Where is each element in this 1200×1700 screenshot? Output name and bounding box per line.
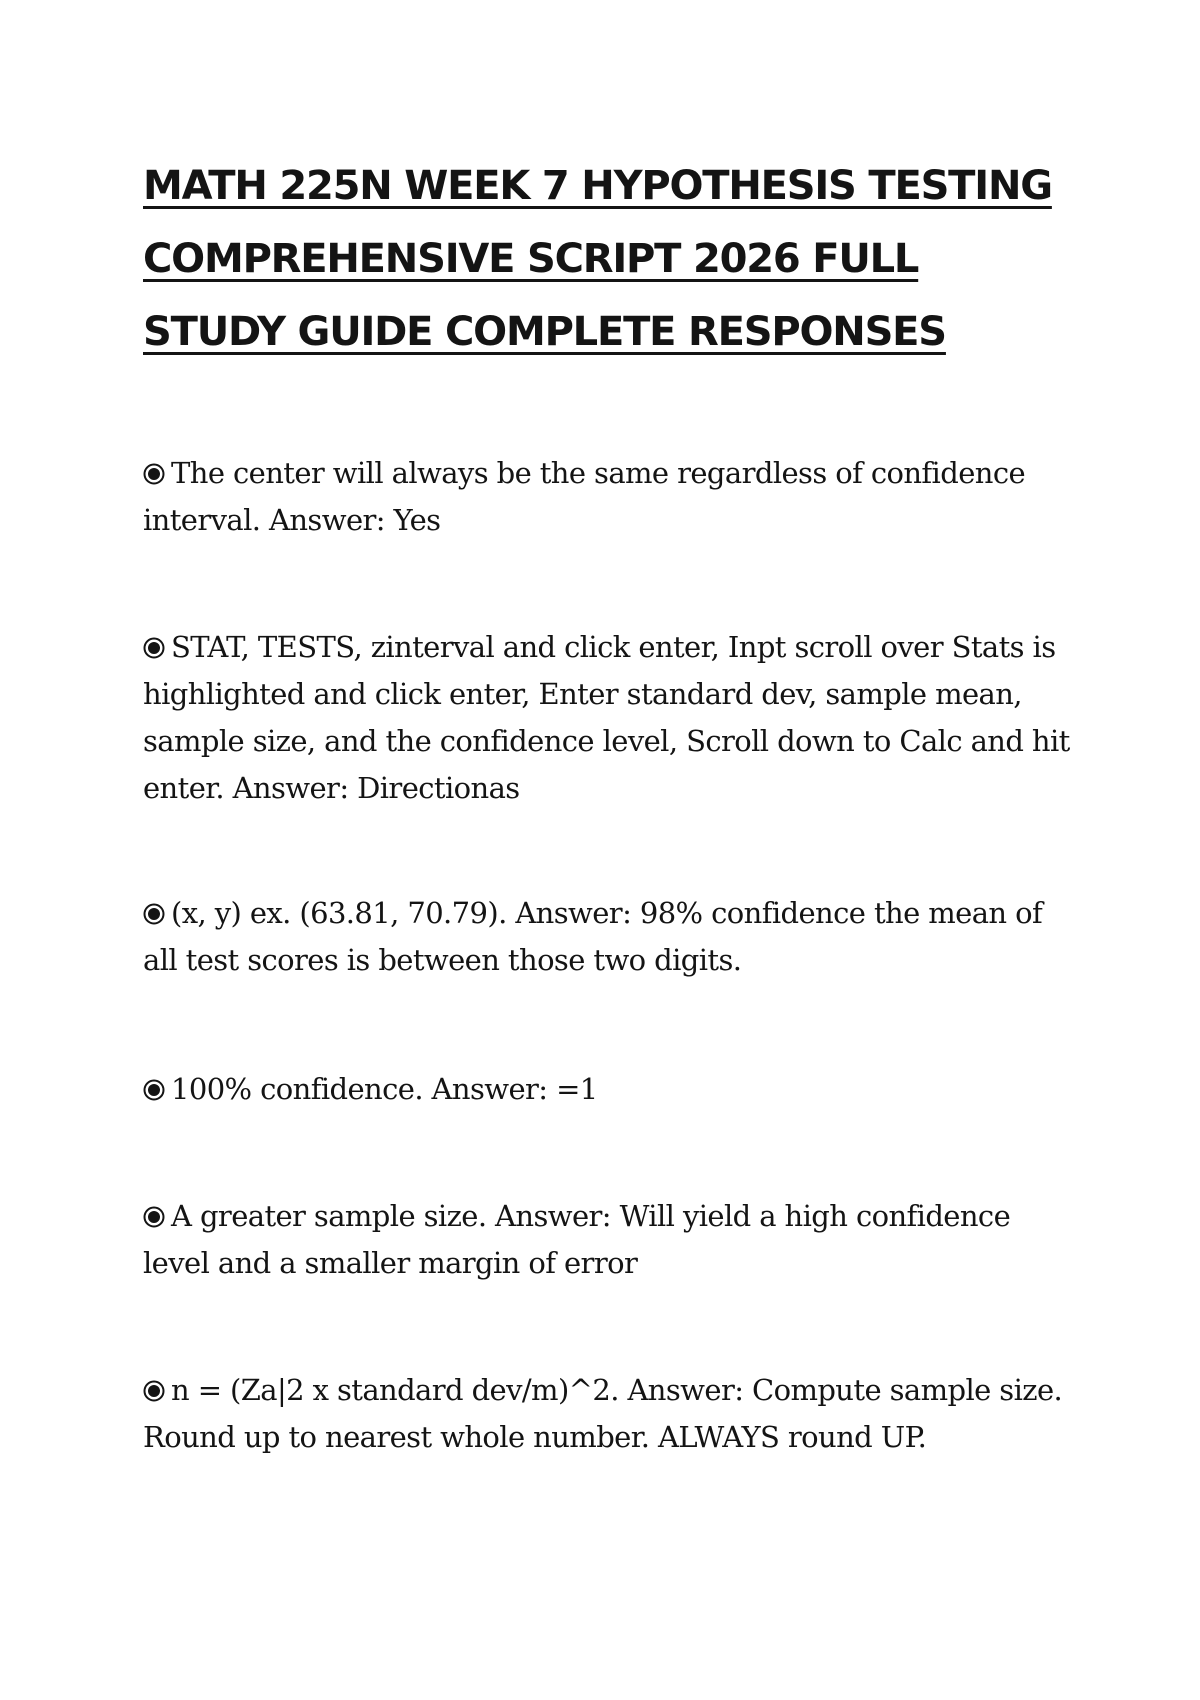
radio-bullet-icon [143, 1079, 165, 1101]
radio-bullet-icon [143, 637, 165, 659]
qa-item-text: A greater sample size. Answer: Will yield a high confidence level and a smaller margin of error [143, 1199, 1011, 1280]
qa-list [143, 450, 1073, 1541]
qa-item [143, 890, 1073, 984]
qa-item [143, 624, 1073, 812]
radio-bullet-icon [143, 903, 165, 925]
qa-item [143, 1193, 1073, 1287]
radio-bullet-icon [143, 463, 165, 485]
radio-bullet-icon [143, 1380, 165, 1402]
qa-item-text: n = (Za|2 x standard dev/m)^2. Answer: Compute sample size. Round up to nearest whole number. ALWAYS round UP. [143, 1373, 1063, 1454]
document-title-text: MATH 225N WEEK 7 HYPOTHESIS TESTING COMPREHENSIVE SCRIPT 2026 FULL STUDY GUIDE COMPLETE RESPONSES [143, 163, 1052, 355]
qa-item [143, 450, 1073, 544]
qa-item [143, 1066, 1073, 1113]
document-title [143, 150, 1063, 369]
qa-item-text: 100% confidence. Answer: =1 [171, 1072, 598, 1106]
qa-item-text: (x, y) ex. (63.81, 70.79). Answer: 98% confidence the mean of all test scores is between those two digits. [143, 896, 1043, 977]
qa-item-text: The center will always be the same regardless of confidence interval. Answer: Yes [143, 456, 1026, 537]
qa-item-text: STAT, TESTS, zinterval and click enter, Inpt scroll over Stats is highlighted and click enter, Enter standard dev, sample mean, sample size, and the confidence level, Scroll down to Calc and hit enter. Answer: Directionas [143, 630, 1070, 805]
qa-item [143, 1367, 1073, 1461]
radio-bullet-icon [143, 1206, 165, 1228]
